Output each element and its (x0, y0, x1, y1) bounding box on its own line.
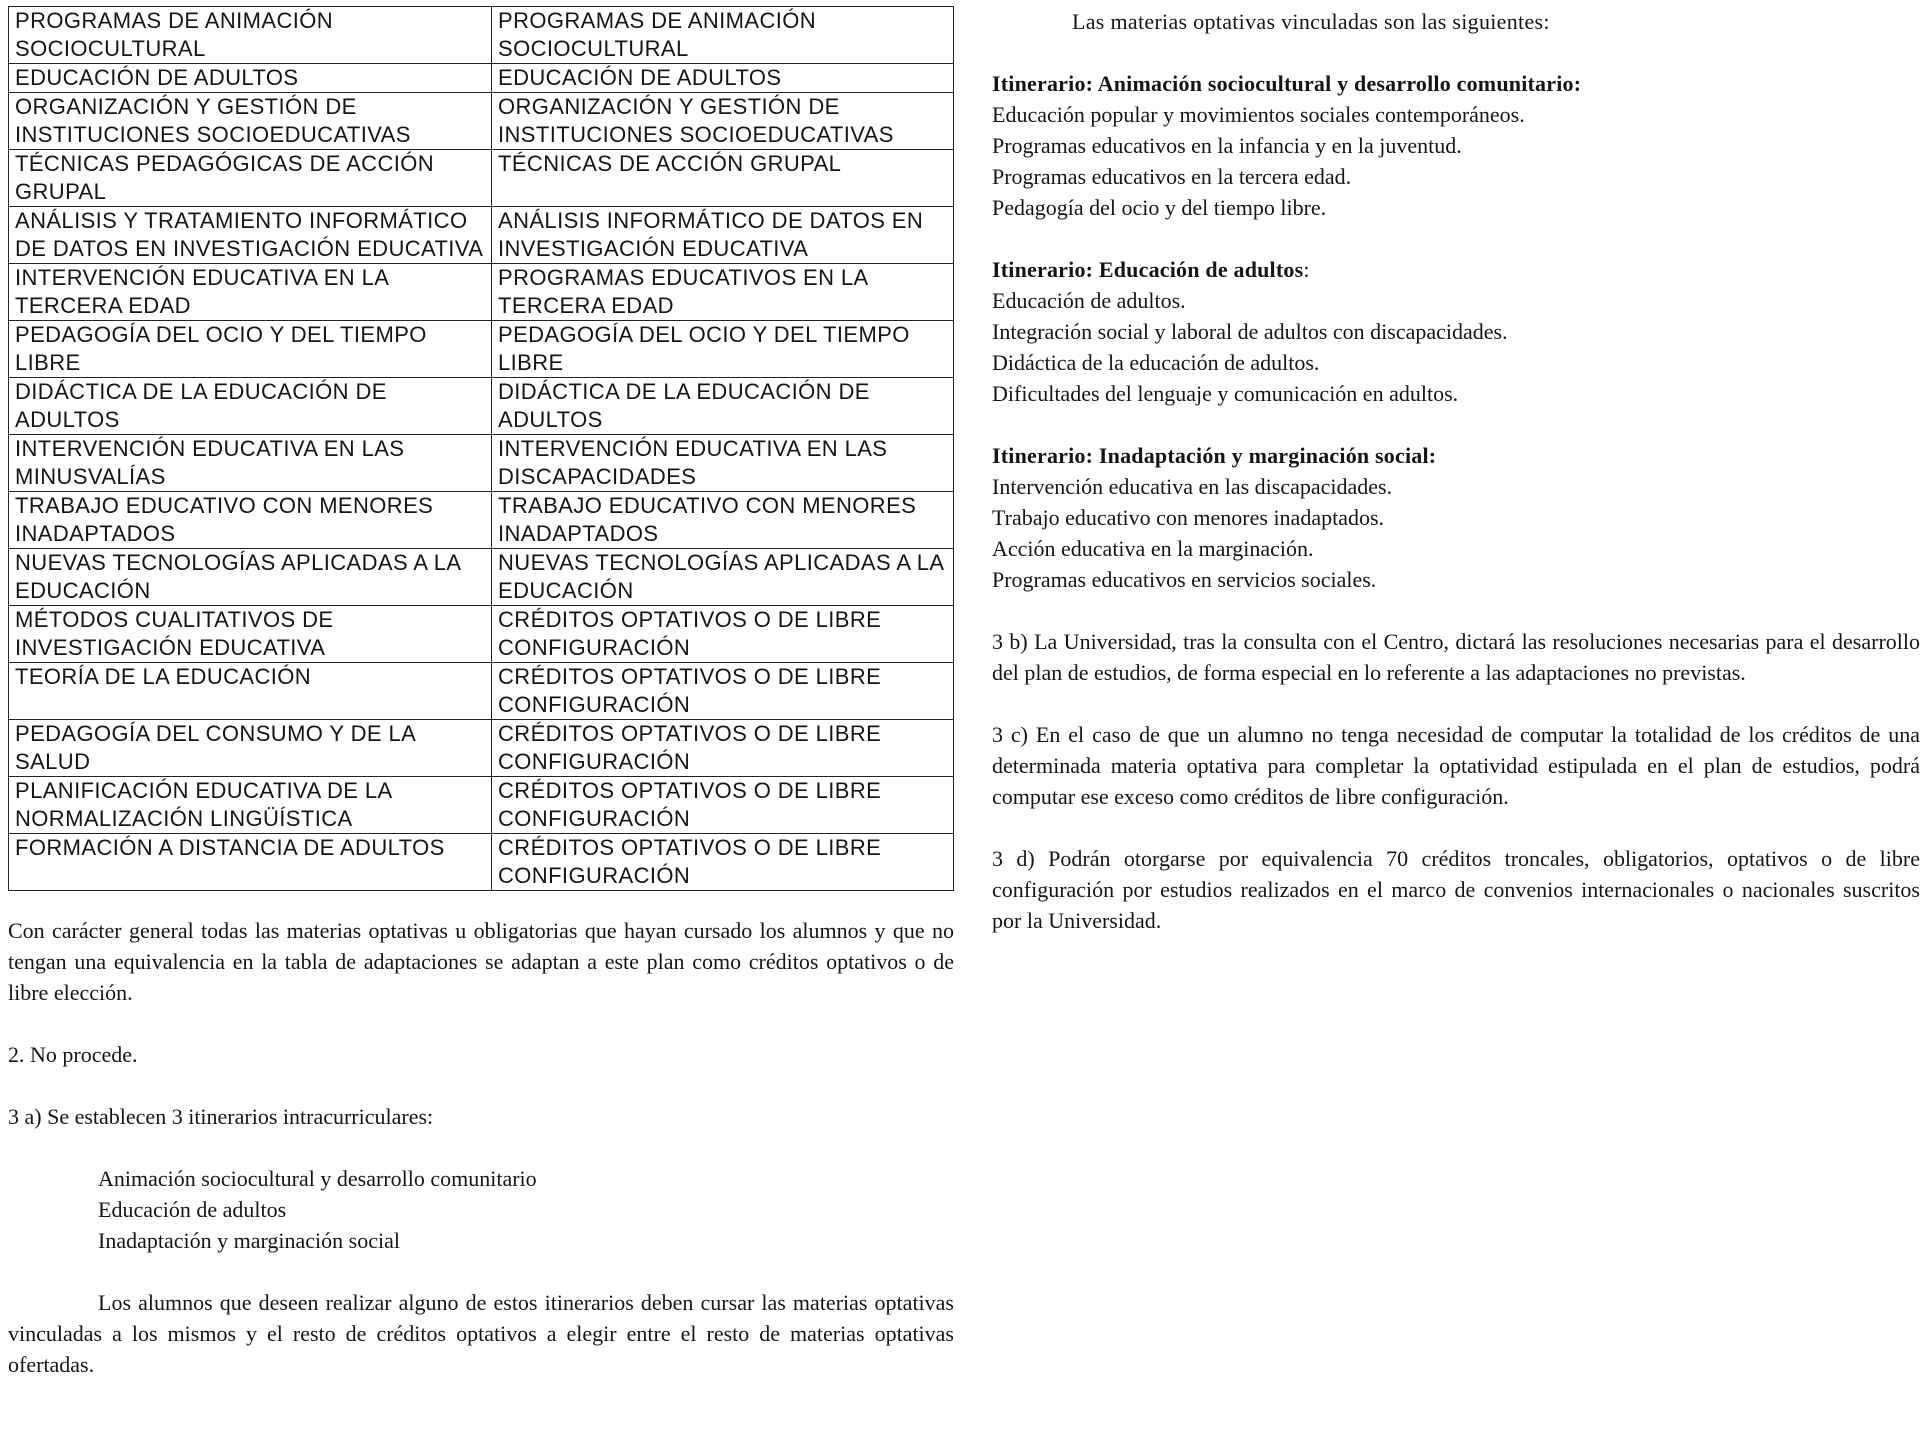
subject-item: Educación popular y movimientos sociales contemporáneos. (992, 102, 1525, 127)
adaptation-row (9, 264, 954, 321)
old-plan-subject-cell: TRABAJO EDUCATIVO CON MENORES INADAPTADOS (9, 492, 492, 549)
adaptation-row (9, 606, 954, 663)
spacer (8, 891, 954, 915)
section-3d-paragraph: 3 d) Podrán otorgarse por equivalencia 70 créditos troncales, obligatorios, optativos o de libre configuración por estudios realizados en el marco de convenios internacionales o nacionales suscritos por la Universidad. (992, 846, 1920, 933)
adaptation-row (9, 207, 954, 264)
spacer (8, 1256, 954, 1287)
itinerary-heading: Itinerario: Animación sociocultural y desarrollo comunitario: (992, 71, 1582, 96)
itinerary-group-marginalization (992, 440, 1920, 595)
section-3b-paragraph: 3 b) La Universidad, tras la consulta con el Centro, dictará las resoluciones necesarias para el desarrollo del plan de estudios, de forma especial en lo referente a las adaptaciones no previstas. (992, 629, 1920, 685)
new-plan-subject-cell: ANÁLISIS INFORMÁTICO DE DATOS EN INVESTIGACIÓN EDUCATIVA (492, 207, 954, 264)
subject-item: Trabajo educativo con menores inadaptados. (992, 505, 1385, 530)
old-plan-subject-cell: INTERVENCIÓN EDUCATIVA EN LA TERCERA EDAD (9, 264, 492, 321)
adaptation-row (9, 321, 954, 378)
general-adaptation-paragraph: Con carácter general todas las materias optativas u obligatorias que hayan cursado los alumnos y que no tengan una equivalencia en la tabla de adaptaciones se adaptan a este plan como créditos optativos o de libre elección. (8, 918, 954, 1005)
left-column (8, 6, 954, 1380)
new-plan-subject-cell: NUEVAS TECNOLOGÍAS APLICADAS A LA EDUCACIÓN (492, 549, 954, 606)
adaptation-row (9, 93, 954, 150)
new-plan-subject-cell: EDUCACIÓN DE ADULTOS (492, 64, 954, 93)
subject-item: Didáctica de la educación de adultos. (992, 350, 1320, 375)
old-plan-subject-cell: MÉTODOS CUALITATIVOS DE INVESTIGACIÓN EDUCATIVA (9, 606, 492, 663)
old-plan-subject-cell: TÉCNICAS PEDAGÓGICAS DE ACCIÓN GRUPAL (9, 150, 492, 207)
section-3a-paragraph: 3 a) Se establecen 3 itinerarios intracurriculares: (8, 1104, 434, 1129)
new-plan-subject-cell: CRÉDITOS OPTATIVOS O DE LIBRE CONFIGURACIÓN (492, 720, 954, 777)
linked-subjects-intro: Las materias optativas vinculadas son las siguientes: (1072, 9, 1550, 34)
new-plan-subject-cell: INTERVENCIÓN EDUCATIVA EN LAS DISCAPACIDADES (492, 435, 954, 492)
adaptation-row (9, 492, 954, 549)
old-plan-subject-cell: PEDAGOGÍA DEL CONSUMO Y DE LA SALUD (9, 720, 492, 777)
spacer (992, 812, 1920, 843)
adaptation-row (9, 64, 954, 93)
spacer (8, 1070, 954, 1101)
spacer (8, 1132, 954, 1163)
adaptation-row (9, 777, 954, 834)
old-plan-subject-cell: TEORÍA DE LA EDUCACIÓN (9, 663, 492, 720)
new-plan-subject-cell: CRÉDITOS OPTATIVOS O DE LIBRE CONFIGURACIÓN (492, 606, 954, 663)
adaptation-table-body (9, 7, 954, 891)
adaptation-row (9, 834, 954, 891)
section-3c-paragraph: 3 c) En el caso de que un alumno no tenga necesidad de computar la totalidad de los créditos de una determinada materia optativa para completar la optatividad estipulada en el plan de estudios, podrá computar ese exceso como créditos de libre configuración. (992, 722, 1920, 809)
subject-item: Integración social y laboral de adultos con discapacidades. (992, 319, 1508, 344)
new-plan-subject-cell: TRABAJO EDUCATIVO CON MENORES INADAPTADOS (492, 492, 954, 549)
itinerary-item: Animación sociocultural y desarrollo comunitario (98, 1166, 537, 1191)
adaptation-row (9, 549, 954, 606)
new-plan-subject-cell: TÉCNICAS DE ACCIÓN GRUPAL (492, 150, 954, 207)
new-plan-subject-cell: CRÉDITOS OPTATIVOS O DE LIBRE CONFIGURACIÓN (492, 777, 954, 834)
adaptation-row (9, 378, 954, 435)
subject-item: Educación de adultos. (992, 288, 1186, 313)
subject-item: Programas educativos en la tercera edad. (992, 164, 1352, 189)
subject-item: Dificultades del lenguaje y comunicación en adultos. (992, 381, 1459, 406)
students-itinerary-paragraph: Los alumnos que deseen realizar alguno de estos itinerarios deben cursar las materias optativas vinculadas a los mismos y el resto de créditos optativos a elegir entre el resto de materias optativas ofertadas. (8, 1290, 954, 1377)
old-plan-subject-cell: ORGANIZACIÓN Y GESTIÓN DE INSTITUCIONES SOCIOEDUCATIVAS (9, 93, 492, 150)
subject-item: Acción educativa en la marginación. (992, 536, 1314, 561)
itinerary-list (8, 1163, 954, 1256)
spacer (992, 223, 1920, 254)
section-2-paragraph: 2. No procede. (8, 1042, 138, 1067)
itinerary-item: Educación de adultos (98, 1197, 287, 1222)
spacer (992, 688, 1920, 719)
adaptation-table (8, 6, 954, 891)
adaptation-row (9, 720, 954, 777)
old-plan-subject-cell: PLANIFICACIÓN EDUCATIVA DE LA NORMALIZACIÓN LINGÜÍSTICA (9, 777, 492, 834)
old-plan-subject-cell: EDUCACIÓN DE ADULTOS (9, 64, 492, 93)
new-plan-subject-cell: PROGRAMAS EDUCATIVOS EN LA TERCERA EDAD (492, 264, 954, 321)
old-plan-subject-cell: NUEVAS TECNOLOGÍAS APLICADAS A LA EDUCACIÓN (9, 549, 492, 606)
subject-item: Programas educativos en la infancia y en la juventud. (992, 133, 1462, 158)
itinerary-group-adults (992, 254, 1920, 409)
itinerary-item: Inadaptación y marginación social (98, 1228, 400, 1253)
itinerary-heading: Itinerario: Inadaptación y marginación social: (992, 443, 1437, 468)
new-plan-subject-cell: CRÉDITOS OPTATIVOS O DE LIBRE CONFIGURACIÓN (492, 663, 954, 720)
new-plan-subject-cell: PROGRAMAS DE ANIMACIÓN SOCIOCULTURAL (492, 7, 954, 64)
right-column (992, 6, 1920, 936)
new-plan-subject-cell: CRÉDITOS OPTATIVOS O DE LIBRE CONFIGURACIÓN (492, 834, 954, 891)
old-plan-subject-cell: FORMACIÓN A DISTANCIA DE ADULTOS (9, 834, 492, 891)
old-plan-subject-cell: ANÁLISIS Y TRATAMIENTO INFORMÁTICO DE DATOS EN INVESTIGACIÓN EDUCATIVA (9, 207, 492, 264)
old-plan-subject-cell: DIDÁCTICA DE LA EDUCACIÓN DE ADULTOS (9, 378, 492, 435)
spacer (8, 1008, 954, 1039)
old-plan-subject-cell: INTERVENCIÓN EDUCATIVA EN LAS MINUSVALÍAS (9, 435, 492, 492)
adaptation-row (9, 7, 954, 64)
adaptation-row (9, 435, 954, 492)
itinerary-heading: Itinerario: Educación de adultos: (992, 257, 1310, 282)
old-plan-subject-cell: PEDAGOGÍA DEL OCIO Y DEL TIEMPO LIBRE (9, 321, 492, 378)
new-plan-subject-cell: DIDÁCTICA DE LA EDUCACIÓN DE ADULTOS (492, 378, 954, 435)
old-plan-subject-cell: PROGRAMAS DE ANIMACIÓN SOCIOCULTURAL (9, 7, 492, 64)
new-plan-subject-cell: PEDAGOGÍA DEL OCIO Y DEL TIEMPO LIBRE (492, 321, 954, 378)
subject-item: Intervención educativa en las discapacidades. (992, 474, 1393, 499)
subject-item: Programas educativos en servicios sociales. (992, 567, 1377, 592)
itinerary-group-sociocultural (992, 68, 1920, 223)
subject-item: Pedagogía del ocio y del tiempo libre. (992, 195, 1327, 220)
spacer (992, 409, 1920, 440)
new-plan-subject-cell: ORGANIZACIÓN Y GESTIÓN DE INSTITUCIONES SOCIOEDUCATIVAS (492, 93, 954, 150)
spacer (992, 37, 1920, 68)
spacer (992, 595, 1920, 626)
adaptation-row (9, 663, 954, 720)
adaptation-row (9, 150, 954, 207)
